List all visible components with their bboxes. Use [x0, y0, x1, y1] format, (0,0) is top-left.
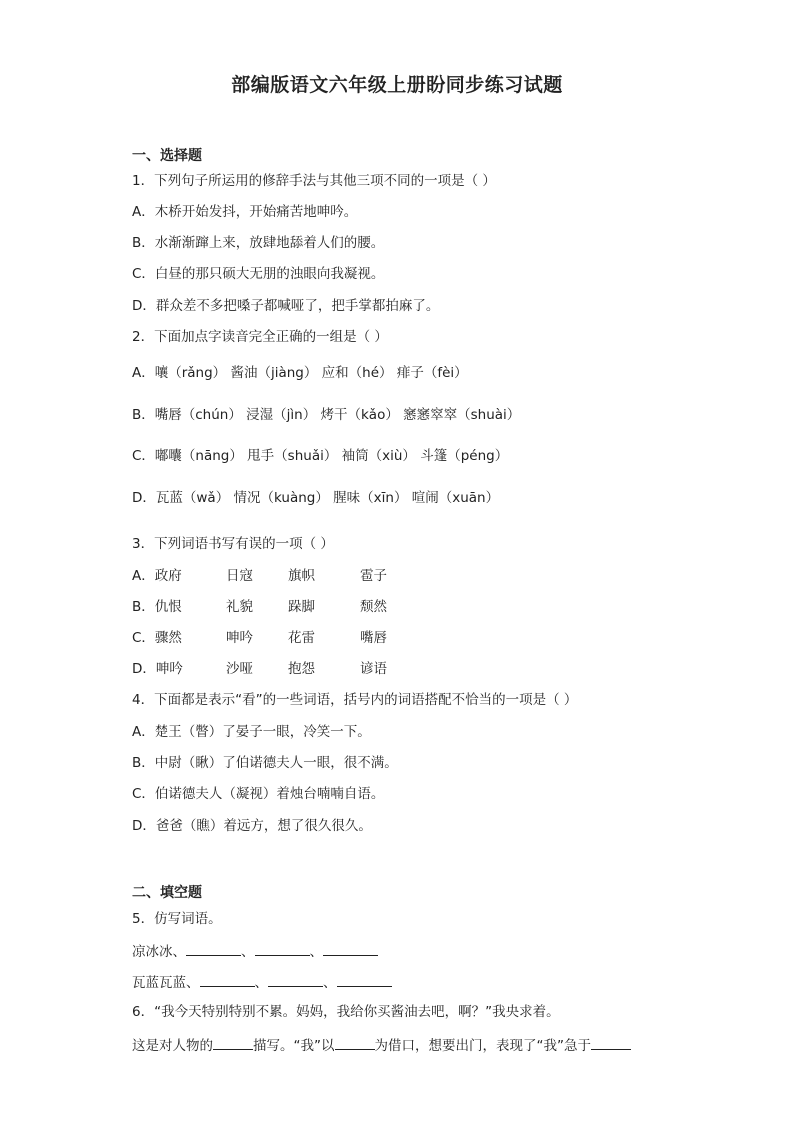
question-1-option-a: A．木桥开始发抖，开始痛苦地呻吟。 — [132, 204, 358, 220]
question-2-option-b: B．嘴唇（chún） 浸湿（jìn） 烤干（kǎo） 窸窸窣窣（shuài） — [132, 407, 521, 423]
question-4-option-a: A．楚王（瞥）了晏子一眼，冷笑一下。 — [132, 724, 371, 740]
question-1-option-d: D．群众差不多把嗓子都喊哑了，把手掌都拍麻了。 — [132, 298, 440, 314]
question-4-option-d: D．爸爸（瞧）着远方，想了很久很久。 — [132, 818, 372, 834]
question-4-option-c: C．伯诺德夫人（凝视）着烛台喃喃自语。 — [132, 786, 385, 802]
word-cell: 旗帜 — [288, 568, 315, 584]
answer-blank[interactable] — [591, 1035, 631, 1050]
word-cell: 抱怨 — [288, 661, 315, 677]
word-cell: B．仇恨 — [132, 599, 182, 615]
separator: 、 — [254, 975, 268, 991]
question-1-stem: 1．下列句子所运用的修辞手法与其他三项不同的一项是（ ） — [132, 173, 496, 189]
question-1-option-c: C．白昼的那只硕大无朋的浊眼向我凝视。 — [132, 266, 385, 282]
word-cell: 花雷 — [288, 630, 315, 646]
word-cell: 谚语 — [360, 661, 387, 677]
question-3-stem: 3．下列词语书写有误的一项（ ） — [132, 536, 334, 552]
question-3-row-a — [132, 567, 440, 585]
question-2-stem: 2．下面加点字读音完全正确的一组是（ ） — [132, 329, 388, 345]
answer-blank[interactable] — [255, 941, 310, 956]
fill-text: 为借口，想要出门，表现了“我”急于 — [374, 1038, 591, 1054]
section-heading-fill: 二、填空题 — [132, 885, 202, 901]
question-2-option-a: A．嚷（rǎng） 酱油（jiàng） 应和（hé） 痱子（fèi） — [132, 365, 468, 381]
answer-blank[interactable] — [323, 941, 378, 956]
question-6-stem: 6．“我今天特别特别不累。妈妈，我给你买酱油去吧，啊？”我央求着。 — [132, 1004, 560, 1020]
answer-blank[interactable] — [200, 972, 255, 987]
question-4-stem: 4．下面都是表示“看”的一些词语，括号内的词语搭配不恰当的一项是（ ） — [132, 692, 578, 708]
question-6-fill-line — [132, 1035, 631, 1055]
fill-text: 描写。“我”以 — [253, 1038, 335, 1054]
word-cell: 颓然 — [360, 599, 387, 615]
word-cell: 嘴唇 — [360, 630, 387, 646]
question-4-option-b: B．中尉（瞅）了伯诺德夫人一眼，很不满。 — [132, 755, 398, 771]
word-cell: 雹子 — [360, 568, 387, 584]
answer-blank[interactable] — [268, 972, 323, 987]
word-cell: 呻吟 — [226, 630, 253, 646]
question-5-row-1 — [132, 941, 378, 961]
word-cell: 礼貌 — [226, 599, 253, 615]
question-3-row-d — [132, 660, 440, 678]
question-2-option-d: D．瓦蓝（wǎ） 情况（kuàng） 腥味（xīn） 喧闹（xuān） — [132, 490, 500, 506]
page-title: 部编版语文六年级上册盼同步练习试题 — [231, 74, 563, 96]
fill-text: 这是对人物的 — [132, 1038, 213, 1054]
question-5-stem: 5．仿写词语。 — [132, 911, 222, 927]
question-5-row-2 — [132, 972, 392, 992]
question-3-row-c — [132, 629, 440, 647]
answer-blank[interactable] — [335, 1035, 375, 1050]
answer-blank[interactable] — [213, 1035, 253, 1050]
word-cell: 跺脚 — [288, 599, 315, 615]
word-cell: C．骤然 — [132, 630, 182, 646]
word-cell: 日寇 — [226, 568, 253, 584]
answer-blank[interactable] — [337, 972, 392, 987]
question-1-option-b: B．水渐渐蹿上来，放肆地舔着人们的腰。 — [132, 235, 385, 251]
answer-blank[interactable] — [186, 941, 241, 956]
row-prefix: 凉冰冰、 — [132, 944, 186, 960]
row-prefix: 瓦蓝瓦蓝、 — [132, 975, 200, 991]
section-heading-choice: 一、选择题 — [132, 148, 202, 164]
word-cell: D．呻吟 — [132, 661, 183, 677]
separator: 、 — [241, 944, 255, 960]
question-3-row-b — [132, 598, 440, 616]
separator: 、 — [323, 975, 337, 991]
separator: 、 — [309, 944, 323, 960]
word-cell: A．政府 — [132, 568, 182, 584]
word-cell: 沙哑 — [226, 661, 253, 677]
question-2-option-c: C．嘟囔（nāng） 甩手（shuǎi） 袖筒（xiù） 斗篷（péng） — [132, 448, 509, 464]
